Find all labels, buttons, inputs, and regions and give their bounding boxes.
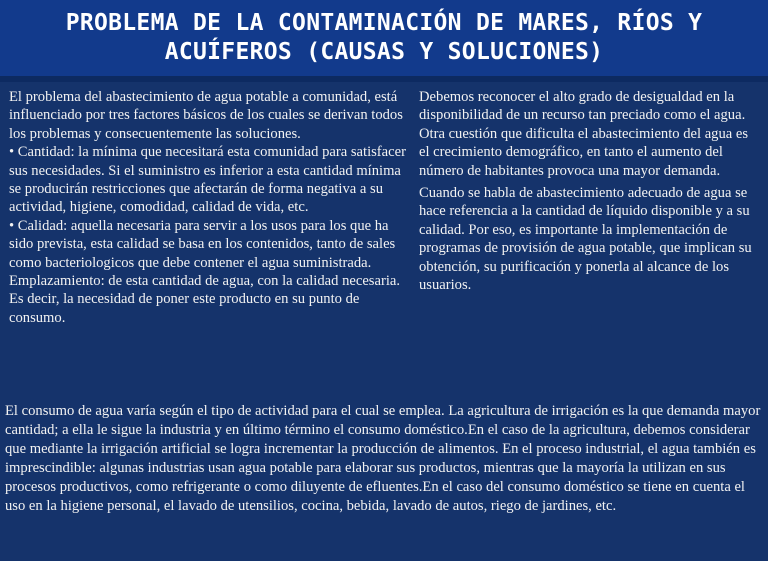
desigualdad-paragraph: Debemos reconocer el alto grado de desigualdad en la disponibilidad de un recurso tan preciado como el agua. Otra cuestión que dificulta el abastecimiento del agua es el crecimiento demográfico, en tanto el aumento del número de habitantes provoca una mayor demanda. bbox=[419, 89, 749, 179]
abastecimiento-paragraph: Cuando se habla de abastecimiento adecuado de agua se hace referencia a la cantidad de líquido disponible y a su calidad. Por eso, es importante la implementación de programas de provisión de agua potable, que implican su obtención, su purificación y ponerla al alcance de los usuarios. bbox=[419, 185, 752, 294]
left-column bbox=[9, 88, 409, 327]
consumo-paragraph: El consumo de agua varía según el tipo de actividad para el cual se emplea. La agricultura de irrigación es la que demanda mayor cantidad; a ella le sigue la industria y en último término el consumo doméstico.En el caso de la agricultura, debemos considerar que mediante la irrigación artificial se logra incrementar la producción de alimentos. En el proceso industrial, el agua también es imprescindible: algunas industrias usan agua potable para elaborar sus productos, mientras que la mayoría la utilizan en sus procesos productivos, como refrigerante o como diluyente de efluentes.En el caso del consumo doméstico se tiene en cuenta el uso en la higiene personal, el lavado de utensilios, cocina, bebida, lavado de autos, riego de jardines, etc. bbox=[5, 403, 761, 514]
right-column bbox=[419, 88, 754, 294]
cantidad-paragraph: • Cantidad: la mínima que necesitará esta comunidad para satisfacer sus necesidades. Si el suministro es inferior a esta cantidad mínima se producirán restricciones que afectarán de forma negativa a su actividad, higiene, comodidad, calidad de vida, etc. bbox=[9, 144, 406, 216]
emplazamiento-paragraph: Emplazamiento: de esta cantidad de agua, con la calidad necesaria. Es decir, la necesidad de poner este producto en su punto de consumo. bbox=[9, 273, 401, 326]
title-banner bbox=[0, 0, 768, 76]
page-title: PROBLEMA DE LA CONTAMINACIÓN DE MARES, RÍOS Y ACUÍFEROS (CAUSAS Y SOLUCIONES) bbox=[65, 10, 703, 65]
calidad-paragraph: • Calidad: aquella necesaria para servir a los usos para los que ha sido prevista, esta calidad se basa en los contenidos, tanto de sales como bacteriologicos que debe contener el agua suministrada. bbox=[9, 217, 396, 271]
intro-paragraph: El problema del abastecimiento de agua potable a comunidad, está influenciado por tres factores básicos de los cuales se derivan todos los problemas y consecuentemente las soluciones. bbox=[9, 89, 403, 142]
